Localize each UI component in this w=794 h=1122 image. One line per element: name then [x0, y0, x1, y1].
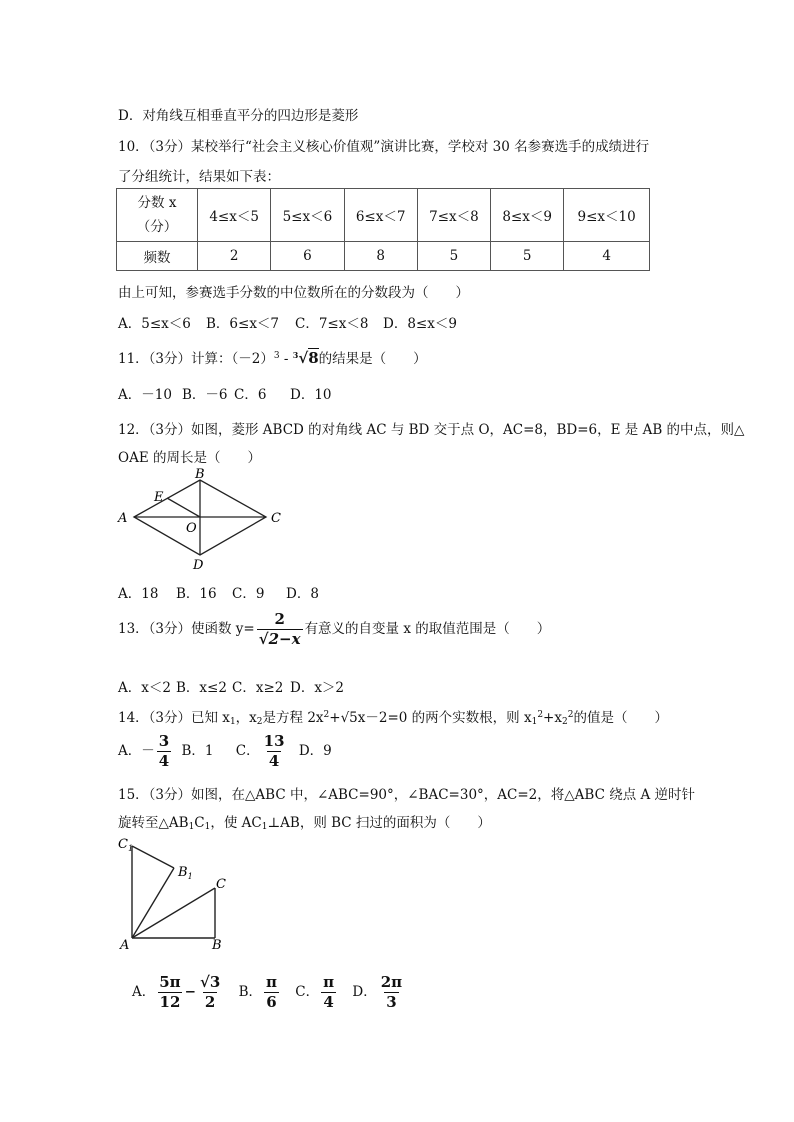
cube-root: $^3$√8: [292, 349, 319, 367]
question-13-text: 13．（3分）使函数 y= $\frac{2}{√2-x}$ 有意义的自变量 x 的取值范围是（ ）: [118, 610, 551, 648]
question-12-text: 12．（3分）如图，菱形 ABCD 的对角线 AC 与 BD 交于点 O，AC=8，BD=6，E 是 AB 的中点，则△: [118, 422, 745, 438]
label-b: B: [195, 467, 205, 482]
rotation-figure: [112, 832, 242, 954]
table-frequency-cell: 6: [271, 242, 344, 271]
option-c: C． $\frac{\pi}{4}$: [295, 973, 335, 1011]
rhombus-figure: [112, 465, 292, 575]
label-e: E: [154, 490, 164, 505]
fraction: $\frac{2\pi}{3}$: [380, 973, 403, 1011]
question-10-options: [118, 312, 457, 332]
question-15-options: [132, 975, 406, 1010]
option-c: C．7≤x＜8: [295, 316, 369, 332]
question-14-text: 14．（3分）已知 $x_1$，$x_2$是方程 $2x^2+√5x-2=0$ 的两个实数根，则 $x_1^2+x_2^2$的值是（ ）: [118, 710, 668, 727]
option-b: B．16: [176, 586, 217, 602]
label-d: D: [193, 558, 204, 573]
question-9-option-d: D．对角线互相垂直平分的四边形是菱形: [118, 108, 359, 124]
label-b: B: [212, 938, 222, 953]
question-11-text: 11．（3分）计算：$(-2)^3 - ^3√8$的结果是（ ）: [118, 349, 427, 367]
option-d: D． $\frac{2\pi}{3}$: [352, 973, 403, 1011]
table-frequency-cell: 5: [417, 242, 490, 271]
table-range-cell: 7≤x＜8: [417, 189, 490, 242]
option-d: D．8: [286, 586, 319, 602]
option-a: A．5≤x＜6: [118, 316, 191, 332]
option-a: A．－10: [118, 387, 172, 403]
option-b: B．1: [181, 743, 214, 759]
option-d: D．9: [298, 743, 332, 759]
table-range-cell: 9≤x＜10: [564, 189, 650, 242]
option-c: C．x≥2: [232, 680, 284, 696]
label-a: A: [118, 511, 128, 526]
option-d: D．8≤x＜9: [383, 316, 457, 332]
option-d: D．10: [290, 387, 332, 403]
label-c: C: [216, 877, 226, 892]
fraction: $\frac{5\pi}{12}$: [159, 973, 181, 1011]
table-frequency-cell: 8: [344, 242, 417, 271]
question-10-prompt: 由上可知，参赛选手分数的中位数所在的分数段为（ ）: [118, 285, 469, 301]
option-b: B．x≤2: [176, 680, 227, 696]
question-13-options: [118, 676, 344, 696]
table-range-cell: 8≤x＜9: [491, 189, 564, 242]
question-14-options: [118, 734, 332, 769]
fraction: $\frac{\pi}{6}$: [266, 973, 277, 1011]
question-12-text-cont: OAE 的周长是（ ）: [118, 450, 261, 466]
frequency-table: [116, 188, 650, 271]
option-d: D．x＞2: [290, 680, 345, 696]
option-b: B．－6: [182, 387, 228, 403]
option-c: C．6: [234, 387, 267, 403]
question-15-text-cont: 旋转至$\triangle AB_1C_1$，使 $AC_1\perp AB$，则 BC 扫过的面积为（ ）: [118, 815, 491, 832]
option-c: C． $\frac{13}{4}$: [235, 732, 285, 770]
label-c: C: [271, 511, 281, 526]
option-b: B． $\frac{\pi}{6}$: [238, 973, 277, 1011]
question-11-options: [118, 383, 332, 403]
table-range-cell: 5≤x＜6: [271, 189, 344, 242]
table-header-frequency: 频数: [117, 242, 198, 271]
option-a: A．18: [118, 586, 159, 602]
fraction: $\frac{3}{4}$: [158, 732, 170, 770]
fraction: $\frac{√3}{2}$: [199, 973, 221, 1011]
table-range-cell: 4≤x＜5: [198, 189, 271, 242]
table-frequency-cell: 5: [491, 242, 564, 271]
function-fraction: $\frac{2}{√2-x}$: [258, 610, 301, 648]
question-10-text: 10．（3分）某校举行“社会主义核心价值观”演讲比赛，学校对 30 名参赛选手的成绩进行: [118, 139, 650, 155]
label-c1: $C_1$: [118, 837, 134, 853]
label-a: A: [120, 938, 130, 953]
table-header-score: 分数 x （分）: [117, 189, 198, 242]
option-a: A． $\frac{5\pi}{12}$ − $\frac{√3}{2}$: [132, 973, 221, 1011]
table-frequency-cell: 2: [198, 242, 271, 271]
option-a: A．－ $\frac{3}{4}$: [118, 732, 170, 770]
label-o: O: [186, 521, 197, 536]
fraction: $\frac{13}{4}$: [263, 732, 285, 770]
option-b: B．6≤x＜7: [206, 316, 280, 332]
option-c: C．9: [232, 586, 265, 602]
question-10-text-cont: 了分组统计，结果如下表：: [118, 169, 280, 185]
table-range-cell: 6≤x＜7: [344, 189, 417, 242]
label-b1: $B_1$: [178, 865, 193, 881]
option-a: A．x＜2: [118, 680, 171, 696]
question-15-text: 15．（3分）如图，在△ABC 中，∠ABC=90°，∠BAC=30°，AC=2，将△ABC 绕点 A 逆时针: [118, 787, 696, 803]
table-frequency-cell: 4: [564, 242, 650, 271]
question-12-options: [118, 582, 319, 602]
fraction: $\frac{\pi}{4}$: [323, 973, 335, 1011]
